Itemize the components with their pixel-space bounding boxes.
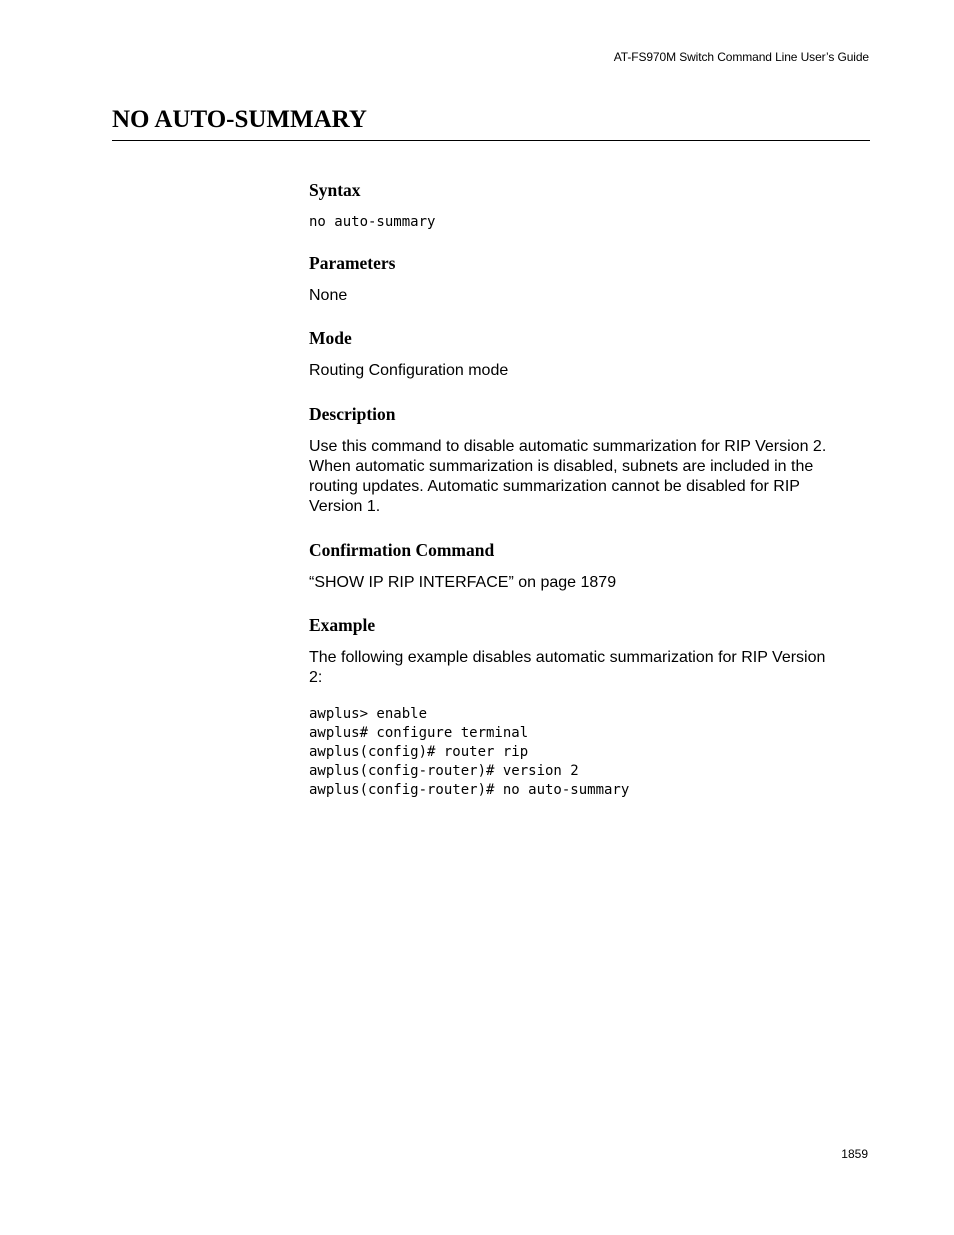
description-heading: Description [309, 403, 396, 424]
syntax-code [309, 213, 871, 232]
page-number: 1859 [841, 1147, 868, 1161]
example-code-line: awplus> enable [309, 705, 428, 722]
example-line: 2: [309, 669, 323, 687]
example-code-line: awplus# configure terminal [309, 724, 529, 741]
example-line: The following example disables automatic summarization for RIP Version [309, 649, 826, 667]
confirmation-command-link[interactable]: “SHOW IP RIP INTERFACE” on page 1879 [309, 573, 617, 591]
description-paragraph [309, 437, 871, 518]
description-line: Use this command to disable automatic summarization for RIP Version 2. [309, 437, 827, 455]
mode-heading: Mode [309, 328, 352, 349]
mode-text: Routing Configuration mode [309, 362, 509, 380]
example-code-line: awplus(config)# router rip [309, 743, 529, 760]
example-paragraph [309, 648, 871, 689]
syntax-code-line: no auto-summary [309, 214, 436, 230]
command-reference-body [309, 178, 871, 819]
confirmation-command-heading: Confirmation Command [309, 539, 495, 560]
parameters-text: None [309, 287, 348, 304]
example-code-block [309, 705, 871, 800]
example-code-line: awplus(config-router)# version 2 [309, 762, 579, 779]
running-header: AT-FS970M Switch Command Line User’s Guide [613, 50, 869, 64]
description-line: When automatic summarization is disabled, subnets are included in the [309, 457, 814, 475]
title-divider [112, 140, 870, 141]
example-code-line: awplus(config-router)# no auto-summary [309, 781, 630, 798]
syntax-heading: Syntax [309, 180, 361, 200]
description-line: routing updates. Automatic summarization cannot be disabled for RIP [309, 478, 800, 496]
description-line: Version 1. [309, 498, 381, 516]
parameters-heading: Parameters [309, 253, 396, 273]
example-heading: Example [309, 615, 376, 636]
page-title: NO AUTO-SUMMARY [112, 106, 367, 133]
